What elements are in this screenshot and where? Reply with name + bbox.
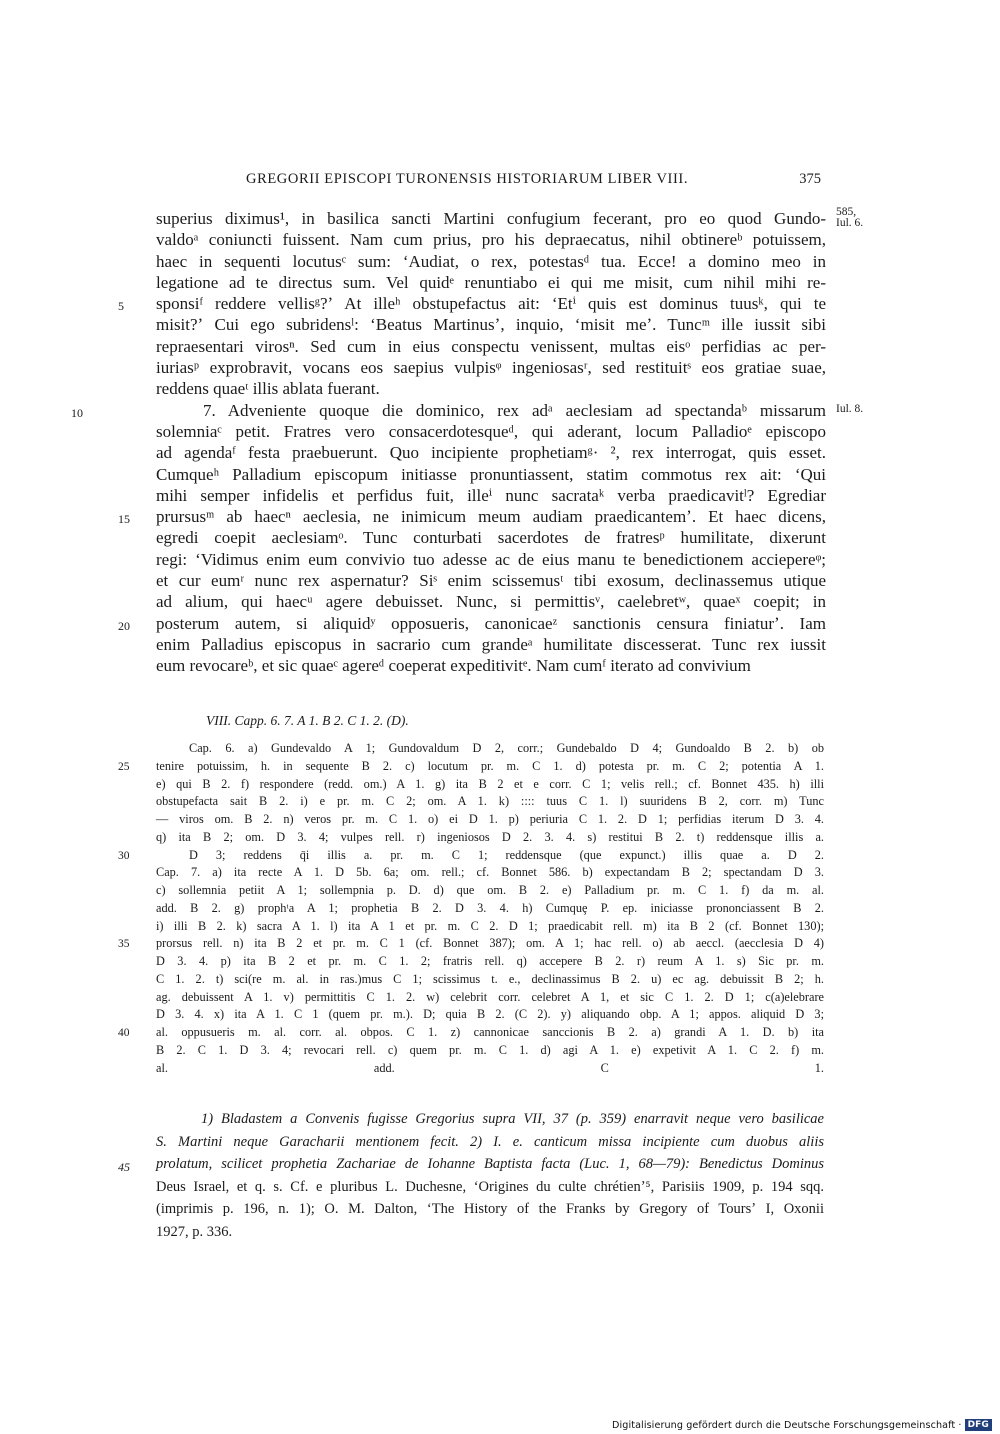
- margin-date-day: Iul. 6.: [836, 217, 864, 229]
- digitization-credit: [612, 1419, 992, 1431]
- main-line-text: prursusᵐ ab haecⁿ aeclesia, ne inimicum meum audiam praedicantemʼ. Et haec dicens,: [156, 507, 826, 527]
- apparatus-line-text: D 3. 4. p) ita B 2 et pr. m. C 1. 2; fratris rell. q) accepere B 2. r) reum A 1. s) Sic pr. m.: [156, 954, 824, 968]
- margin-date-year: 585,: [836, 206, 857, 218]
- main-line: [156, 229, 826, 250]
- dfg-logo: DFG: [965, 1419, 992, 1431]
- footnote-line: [156, 1198, 824, 1221]
- main-line: [156, 314, 826, 335]
- apparatus-line-text: c) sollemnia petiit A 1; sollempnia p. D. d) que om. B 2. e) Palladium pr. m. C 1. f) da m. al.: [156, 883, 824, 897]
- main-line: [156, 527, 826, 548]
- footnote-line-text: Deus Israel, et q. s. Cf. e pluribus L. Duchesne, ʻOrigines du culte chrétienʼ⁵, Parisiis 1909, p. 194 sqq.: [156, 1178, 824, 1195]
- main-line-text: 7. Adveniente quoque die dominico, rex adᵃ aeclesiam ad spectandaᵇ missarum: [203, 400, 826, 420]
- credit-text: Digitalisierung gefördert durch die Deutsche Forschungsgemeinschaft ·: [612, 1420, 962, 1431]
- main-line-text: repraesentari virosⁿ. Sed cum in eius conspectu venissent, multas eisᵒ perfidias ac per-: [156, 336, 826, 356]
- apparatus-line-text: e) qui B 2. f) respondere (redd. om.) A 1. g) ita B 2 et e corr. C 1; velis rell.; cf. Bonnet 435. h) illi: [156, 776, 824, 791]
- apparatus-line: [156, 900, 824, 918]
- apparatus-line: [156, 971, 824, 989]
- running-title: GREGORII EPISCOPI TURONENSIS HISTORIARUM LIBER VIII.: [246, 171, 689, 187]
- footnote-line-text: 1) Bladastem a Convenis fugisse Gregorius supra VII, 37 (p. 359) enarravit neque vero basilicae: [201, 1111, 824, 1127]
- apparatus-line: [118, 1024, 824, 1042]
- apparatus-line: [156, 1060, 824, 1078]
- apparatus-line: [156, 829, 824, 847]
- line-number: 45: [118, 1160, 130, 1174]
- main-line: [118, 293, 826, 314]
- main-line-text: valdoᵃ coniuncti fuissent. Nam cum prius, pro his depraecatus, nihil obtinereᵇ potuissem,: [156, 230, 826, 250]
- apparatus-line: [156, 776, 824, 794]
- main-line: [156, 251, 826, 272]
- footnote-line: [156, 1221, 824, 1244]
- main-line: [156, 549, 826, 570]
- footnote-line: [118, 1153, 824, 1176]
- main-text: [71, 206, 864, 677]
- main-line-text: posterum autem, si aliquidʸ opposueris, canonicaeᶻ sanctionis censura finiaturʼ. Iam: [156, 613, 826, 633]
- margin-date-note: [836, 207, 863, 229]
- main-line: [118, 506, 826, 527]
- main-line-text: regi: ʻVidimus enim eum convivio tuo adesse ac de eius manu te benedictionem acciepereᵠ;: [156, 549, 826, 569]
- page-number: 375: [799, 171, 821, 187]
- main-line-text: solemniaᶜ petit. Fratres vero consacerdotesqueᵈ, qui aderant, locum Palladioᵉ episcopo: [156, 421, 826, 441]
- main-line-text: ad agendaᶠ festa praebuerunt. Quo incipiente prophetiamᵍ· ², rex interrogat, quis esset.: [156, 443, 826, 463]
- apparatus-line-text: al. add. C 1.: [156, 1060, 824, 1075]
- apparatus-line: [156, 989, 824, 1007]
- apparatus-line-text: Cap. 6. a) Gundevaldo A 1; Gundovaldum D 2, corr.; Gundebaldo D 4; Gundoaldo B 2. b) ob: [189, 741, 824, 755]
- main-line: [156, 378, 826, 399]
- main-line-text: Cumqueʰ Palladium episcopum initiasse pronuntiassent, statim commotus rex ait: ʻQui: [156, 464, 826, 484]
- apparatus-line-text: al. oppusueris m. al. corr. al. obpos. C 1. z) cannonicae sanccionis B 2. a) grandi A 1. D. b) ita: [156, 1025, 824, 1039]
- apparatus-line-text: tenire potuissim, h. in sequente B 2. c) locutum pr. m. C 1. d) potesta pr. m. C 2; potentia A 1.: [156, 758, 824, 773]
- main-line: [71, 400, 864, 421]
- line-number: 20: [118, 618, 130, 633]
- footnote-line-text: S. Martini neque Garacharii mentionem fecit. 2) I. e. canticum missa incipiente cum duobus aliis: [156, 1133, 824, 1150]
- apparatus-line-text: C 1. 2. t) sci(re m. al. in ras.)mus C 1; scissimus t. e., declinassimus B 2. u) ec ag. debuissit B 2; h.: [156, 971, 824, 986]
- apparatus-line-text: D 3; reddens q̄i illis a. pr. m. C 1; reddensque (que expunct.) illis quae a. D 2.: [189, 847, 824, 862]
- apparatus-line: [156, 1042, 824, 1060]
- apparatus-line: [156, 918, 824, 936]
- apparatus-line: [156, 882, 824, 900]
- critical-apparatus: [118, 740, 824, 1077]
- line-number: 30: [118, 849, 130, 862]
- line-number: 15: [118, 512, 130, 527]
- main-line: [156, 442, 826, 463]
- apparatus-line-text: add. B 2. g) prophᵗa A 1; prophetia B 2. D 3. 4. h) Cumquȩ P. ep. iniciasse prononciassent B 2.: [156, 900, 824, 915]
- main-line-text: iuriasᵖ exprobravit, vocans eos saepius vulpisᵠ ingeniosasʳ, sed restituitˢ eos gratiae suae,: [156, 358, 826, 378]
- apparatus-heading: VIII. Capp. 6. 7. A 1. B 2. C 1. 2. (D).: [206, 713, 409, 728]
- running-header: [246, 171, 821, 188]
- apparatus-line-text: prorsus rell. n) ita B 2 et pr. m. C 1 (cf. Bonnet 387); om. A 1; hac rell. o) ab aeccl. (aecclesia D 4): [156, 936, 824, 951]
- apparatus-line-text: i) illi B 2. k) sacra A 1. l) ita A 1 et pr. m. C 2. D 1; praedicabit rell. m) ita B 2 (cf. Bonnet 130);: [156, 918, 824, 933]
- footnotes: [118, 1108, 824, 1243]
- main-line: [118, 613, 826, 634]
- apparatus-line: [118, 758, 824, 776]
- apparatus-line: [118, 847, 824, 865]
- line-number: 40: [118, 1027, 130, 1039]
- apparatus-line: [156, 811, 824, 829]
- apparatus-line-text: obstupefacta sait B 2. i) e pr. m. C 2; om. A 1. k) :::: tuus C 1. l) suuridens B 2, corr. m) Tunc: [156, 794, 824, 809]
- footnote-line: [156, 1176, 824, 1199]
- footnote-line-text: 1927, p. 336.: [156, 1223, 233, 1240]
- main-line: [156, 464, 826, 485]
- main-line-text: reddens quaeᵗ illis ablata fuerant.: [156, 379, 380, 399]
- apparatus-line-text: D 3. 4. x) ita A 1. C 1 (quem pr. m.). D; quia B 2. (C 2). y) aliquando obp. A 1; appos. aliquid D 3;: [156, 1007, 824, 1022]
- line-number: 35: [118, 938, 130, 951]
- main-line: [156, 336, 826, 357]
- main-line-text: legatione ad te directus sum. Vel quidᵉ renuntiabo ei qui me misit, cum nihil mihi re-: [156, 272, 826, 292]
- line-number: 25: [118, 760, 130, 773]
- main-line-text: enim Palladius episcopus in sacrario cum grandeᵃ humilitate discesserat. Tunc rex iussit: [156, 634, 826, 654]
- apparatus-line: [118, 935, 824, 953]
- apparatus-line: [156, 793, 824, 811]
- footnote-line: [156, 1131, 824, 1154]
- apparatus-line-text: Cap. 7. a) ita recte A 1. D 5b. 6a; om. rell.; cf. Bonnet 586. b) expectandam B 2; spectandam D 3.: [156, 865, 824, 880]
- apparatus-line: [156, 864, 824, 882]
- footnote-line-text: prolatum, scilicet prophetia Zachariae de Iohanne Baptista facta (Luc. 1, 68—79): Benedictus Dominus: [156, 1156, 824, 1172]
- main-line-text: sponsiᶠ reddere vellisᵍ?ʼ At illeʰ obstupefactus ait: ʻEtⁱ quis est dominus tuusᵏ, qui te: [156, 294, 826, 314]
- main-line-text: haec in sequenti locutusᶜ sum: ʻAudiat, o rex, potestasᵈ tua. Ecce! a domino meo in: [156, 251, 826, 271]
- main-line-text: eum revocareᵇ, et sic quaeᶜ agereᵈ coeperat expeditivitᵉ. Nam cumᶠ iterato ad convivium: [156, 656, 751, 676]
- main-line-text: mihi semper infidelis et perfidus fuit, illeⁱ nunc sacrataᵏ verba praedicavitˡ? Egrediar: [156, 485, 826, 505]
- main-line-text: ad alium, qui haecᵘ agere debuisset. Nunc, si permittisᵛ, caelebretʷ, quaeˣ coepit; in: [156, 592, 826, 612]
- main-line: [156, 206, 864, 229]
- apparatus-line-text: B 2. C 1. D 3. 4; revocari rell. c) quem pr. m. C 1. d) agi A 1. e) expetivit A 1. C 2. f) m.: [156, 1042, 824, 1057]
- line-number: 5: [118, 299, 124, 314]
- apparatus-line: [156, 1006, 824, 1024]
- main-line: [156, 591, 826, 612]
- main-line: [156, 357, 826, 378]
- apparatus-line-text: — viros om. B 2. n) veros pr. m. C 1. o) ei D 1. p) periuria C 1. 2. D 1; perfidias iterum D 3. 4.: [156, 812, 824, 826]
- main-line: [156, 634, 826, 655]
- margin-date-note: Iul. 8.: [836, 402, 864, 415]
- footnote-line: [156, 1108, 824, 1131]
- main-line: [156, 485, 826, 506]
- main-line-text: superius diximus¹, in basilica sancti Martini confugium fecerant, pro eo quod Gundo-: [156, 209, 826, 228]
- main-line: [156, 421, 826, 442]
- main-line-text: egredi coepit aeclesiamᵒ. Tunc conturbati sacerdotes de fratresᵖ humilitate, dixerunt: [156, 528, 826, 548]
- apparatus-line: [156, 953, 824, 971]
- footnote-line-text: (imprimis p. 196, n. 1); O. M. Dalton, ʻThe History of the Franks by Gregory of Toursʼ I, Oxonii: [156, 1201, 824, 1217]
- apparatus-line-text: q) ita B 2; om. D 3. 4; vulpes rell. r) ingeniosos D 2. 3. 4. s) restitui B 2. t) reddensque illis a.: [156, 829, 824, 844]
- main-line-text: et cur eumʳ nunc rex aspernatur? Siˢ enim scissemusᵗ tibi exosum, declinassemus utique: [156, 571, 826, 591]
- apparatus-line: [156, 740, 824, 758]
- apparatus-line-text: ag. debuissent A 1. v) permittitis C 1. 2. w) celebrit corr. celebret A 1, et sic C 1. 2. D 1; c(a)elebrare: [156, 989, 824, 1004]
- line-number: 10: [71, 405, 83, 420]
- main-line: [156, 272, 826, 293]
- main-line: [156, 655, 826, 676]
- main-line: [156, 570, 826, 591]
- main-line-text: misit?ʼ Cui ego subridensˡ: ʻBeatus Martinusʼ, inquio, ʻmisit meʼ. Tuncᵐ ille iussit sibi: [156, 315, 826, 335]
